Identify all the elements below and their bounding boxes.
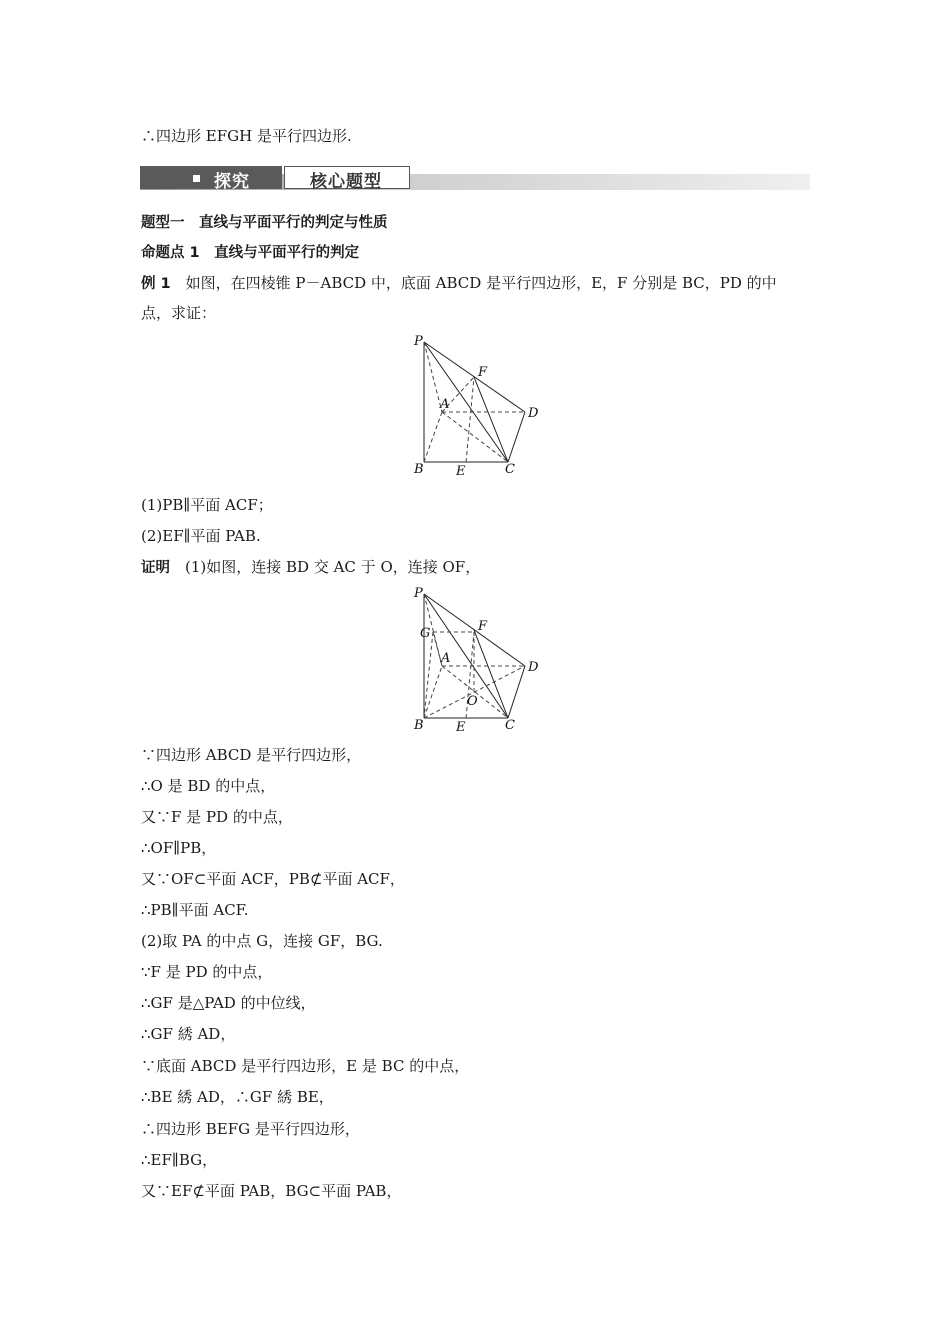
edge-pc xyxy=(424,594,508,718)
edge-cd xyxy=(508,666,525,718)
label-b: B xyxy=(414,718,424,733)
square-bullet-icon xyxy=(193,175,200,182)
example-text: 如图，在四棱锥 P－ABCD 中，底面 ABCD 是平行四边形，E，F 分别是 BC，PD 的中 xyxy=(170,274,777,292)
subsection-heading: 命题点 1 直线与平面平行的判定 xyxy=(141,245,360,261)
banner-explore-tab xyxy=(140,166,282,192)
segment-ef-hidden xyxy=(466,377,474,462)
proof-step: 又∵EF⊄平面 PAB，BG⊂平面 PAB， xyxy=(141,1182,402,1200)
label-g: G xyxy=(420,626,431,641)
proof-step: ∵四边形 ABCD 是平行四边形， xyxy=(141,746,362,764)
segment-fc xyxy=(474,630,508,718)
edge-pc xyxy=(424,342,508,462)
label-e: E xyxy=(456,720,466,735)
example-label: 例 1 xyxy=(141,276,171,292)
banner-core-tab xyxy=(284,166,410,192)
example-line-2: 点，求证： xyxy=(141,304,217,322)
label-p: P xyxy=(414,586,423,601)
part-1: (1)PB∥平面 ACF； xyxy=(141,496,273,514)
label-d: D xyxy=(528,660,539,675)
proof-step: ∴BE 綉 AD，∴GF 綉 BE， xyxy=(141,1088,334,1106)
section-banner xyxy=(140,165,810,193)
proof-step: ∵F 是 PD 的中点， xyxy=(141,963,273,981)
section-heading: 题型一 直线与平面平行的判定与性质 xyxy=(141,215,388,231)
proof-step: ∴OF∥PB， xyxy=(141,839,217,857)
proof-step: (2)取 PA 的中点 G，连接 GF，BG. xyxy=(141,932,383,950)
label-e: E xyxy=(456,464,466,479)
segment-gb-hidden xyxy=(424,632,433,718)
banner-explore-label: 探究 xyxy=(214,172,250,192)
pyramid-figure-2 xyxy=(400,584,560,740)
label-f: F xyxy=(478,365,488,380)
proof-line xyxy=(141,557,480,578)
label-a: A xyxy=(441,651,451,666)
proof-step: 又∵F 是 PD 的中点， xyxy=(141,808,293,826)
proof-step: ∵底面 ABCD 是平行四边形，E 是 BC 的中点， xyxy=(141,1057,470,1075)
label-o: O xyxy=(467,694,478,709)
top-conclusion-line: ∴四边形 EFGH 是平行四边形. xyxy=(141,127,352,145)
banner-core-label: 核心题型 xyxy=(310,172,382,192)
proof-step: ∴四边形 BEFG 是平行四边形， xyxy=(141,1120,360,1138)
label-c: C xyxy=(505,462,515,477)
label-p: P xyxy=(414,334,423,349)
proof-step: 又∵OF⊂平面 ACF，PB⊄平面 ACF， xyxy=(141,870,405,888)
example-line-1 xyxy=(141,273,777,294)
proof-step: ∴EF∥BG， xyxy=(141,1151,218,1169)
proof-text: (1)如图，连接 BD 交 AC 于 O，连接 OF， xyxy=(170,558,481,576)
label-c: C xyxy=(505,718,515,733)
edge-cd xyxy=(508,412,525,462)
proof-step: ∴GF 是△PAD 的中位线， xyxy=(141,994,316,1012)
label-d: D xyxy=(528,406,539,421)
label-f: F xyxy=(478,619,488,634)
part-2: (2)EF∥平面 PAB. xyxy=(141,527,261,545)
proof-label: 证明 xyxy=(141,560,170,576)
segment-fc xyxy=(474,377,508,462)
edge-ab-hidden xyxy=(424,412,442,462)
label-a: A xyxy=(440,397,450,412)
pyramid-figure-1 xyxy=(400,328,560,484)
label-b: B xyxy=(414,462,424,477)
proof-step: ∴O 是 BD 的中点， xyxy=(141,777,276,795)
proof-step: ∴PB∥平面 ACF. xyxy=(141,901,249,919)
proof-step: ∴GF 綉 AD， xyxy=(141,1025,236,1043)
